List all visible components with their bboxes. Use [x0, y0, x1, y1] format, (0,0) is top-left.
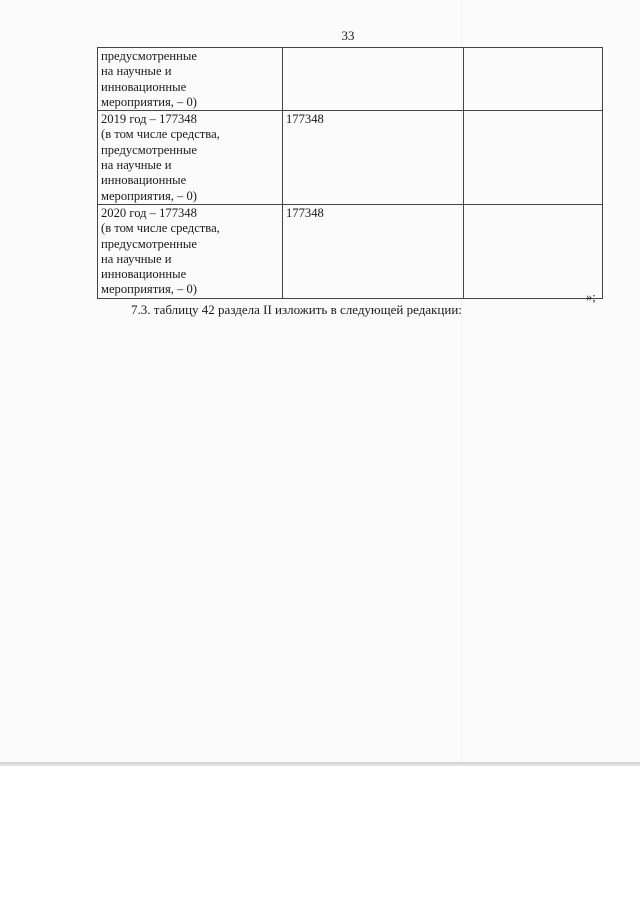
cell-text-line: инновационные — [101, 267, 187, 282]
cell-text-line: на научные и — [101, 251, 172, 266]
table-cell-amount — [283, 48, 464, 111]
page-number: 33 — [341, 28, 355, 43]
table-cell-description — [98, 48, 283, 111]
cell-text-line: мероприятия, – 0) — [101, 282, 197, 297]
table-cell-amount: 177348 — [283, 204, 464, 298]
closing-quote-mark: »; — [586, 290, 596, 304]
cell-text-line: мероприятия, – 0) — [101, 188, 197, 203]
table-row — [98, 111, 603, 205]
funding-table — [97, 47, 603, 299]
table-cell-empty — [464, 204, 603, 298]
cell-text-line: (в том числе средства, — [101, 127, 220, 142]
cell-text-line: инновационные — [101, 173, 187, 188]
cell-text-line: (в том числе средства, — [101, 221, 220, 236]
cell-text-line: инновационные — [101, 79, 187, 94]
table-row — [98, 48, 603, 111]
table-row — [98, 204, 603, 298]
cell-text-line: 2019 год – 177348 — [101, 112, 197, 127]
table-cell-amount: 177348 — [283, 111, 464, 205]
cell-text-line: 2020 год – 177348 — [101, 205, 197, 220]
table-cell-empty — [464, 111, 603, 205]
table-cell-empty — [464, 48, 603, 111]
cell-text-line: на научные и — [101, 64, 172, 79]
table-cell-description — [98, 111, 283, 205]
cell-text-line: предусмотренные — [101, 142, 197, 157]
scan-paper-edge — [0, 762, 640, 766]
amendment-instruction: 7.3. таблицу 42 раздела II изложить в следующей редакции: — [131, 302, 462, 317]
cell-text-line: на научные и — [101, 158, 172, 173]
table-cell-description — [98, 204, 283, 298]
cell-text-line: предусмотренные — [101, 49, 197, 63]
cell-text-line: предусмотренные — [101, 236, 197, 251]
cell-text-line: мероприятия, – 0) — [101, 94, 197, 109]
